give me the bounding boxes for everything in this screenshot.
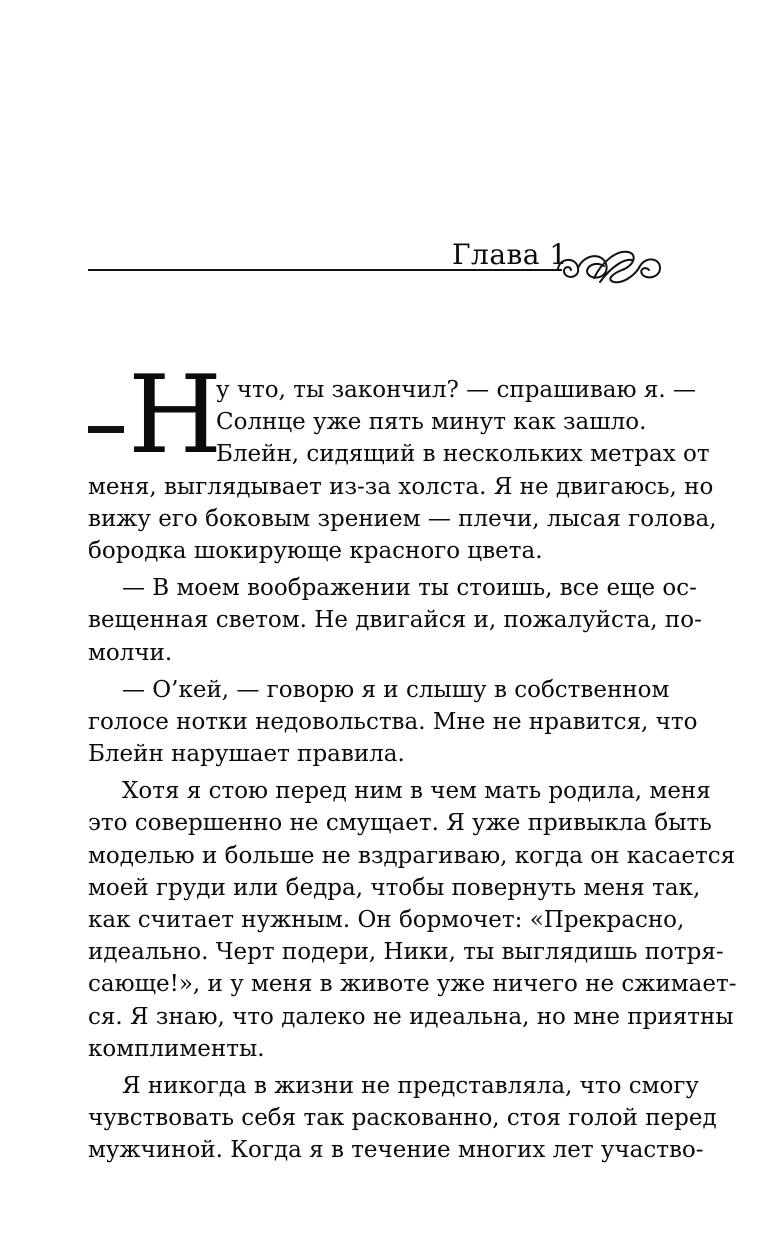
text-line: Солнце уже пять минут как зашло. xyxy=(216,409,647,436)
text-line: мужчиной. Когда я в течение многих лет участво- xyxy=(88,1137,704,1164)
dropcap-letter: Н xyxy=(128,353,223,478)
chapter-header xyxy=(88,232,668,292)
text-line: голосе нотки недовольства. Мне не нравится, что xyxy=(88,708,698,735)
text-line: вижу его боковым зрением — плечи, лысая голова, xyxy=(88,505,717,532)
flourish-ornament-icon xyxy=(554,244,666,288)
text-line: ся. Я знаю, что далеко не идеальна, но мне приятны xyxy=(88,1003,734,1030)
text-line: Блейн нарушает правила. xyxy=(88,741,405,768)
text-line: сающе!», и у меня в животе уже ничего не сжимает- xyxy=(88,971,737,998)
text-line: вещенная светом. Не двигайся и, пожалуйста, по- xyxy=(88,607,702,634)
chapter-title: Глава 1 xyxy=(452,238,568,271)
text-line: это совершенно не смущает. Я уже привыкла быть xyxy=(88,810,712,837)
text-line: идеально. Черт подери, Ники, ты выглядишь потря- xyxy=(88,939,724,966)
text-line: у что, ты закончил? — спрашиваю я. — xyxy=(216,377,696,403)
text-line: — В моем воображении ты стоишь, все еще ос- xyxy=(122,575,697,602)
paragraph-4 xyxy=(88,775,737,1065)
body-text xyxy=(88,353,737,1167)
paragraph-5 xyxy=(88,1070,717,1167)
text-line: молчи. xyxy=(88,639,173,666)
header-rule xyxy=(88,269,562,271)
text-line: — О’кей, — говорю я и слышу в собственном xyxy=(122,676,670,703)
text-line: комплименты. xyxy=(88,1035,265,1062)
paragraph-3 xyxy=(88,674,698,771)
text-line: чувствовать себя так раскованно, стоя голой перед xyxy=(88,1105,717,1132)
paragraph-1 xyxy=(88,353,717,567)
text-line: Блейн, сидящий в нескольких метрах от xyxy=(216,441,710,468)
paragraph-2 xyxy=(88,572,702,669)
dropcap-dash xyxy=(88,426,124,433)
text-line: Хотя я стою перед ним в чем мать родила, меня xyxy=(122,778,711,805)
text-line: моей груди или бедра, чтобы повернуть меня так, xyxy=(88,874,701,901)
text-line: бородка шокирующе красного цвета. xyxy=(88,537,543,564)
text-line: Я никогда в жизни не представляла, что смогу xyxy=(122,1072,699,1099)
text-line: как считает нужным. Он бормочет: «Прекрасно, xyxy=(88,907,685,933)
text-line: моделью и больше не вздрагиваю, когда он касается xyxy=(88,842,736,869)
text-line: меня, выглядывает из-за холста. Я не двигаюсь, но xyxy=(88,473,714,500)
